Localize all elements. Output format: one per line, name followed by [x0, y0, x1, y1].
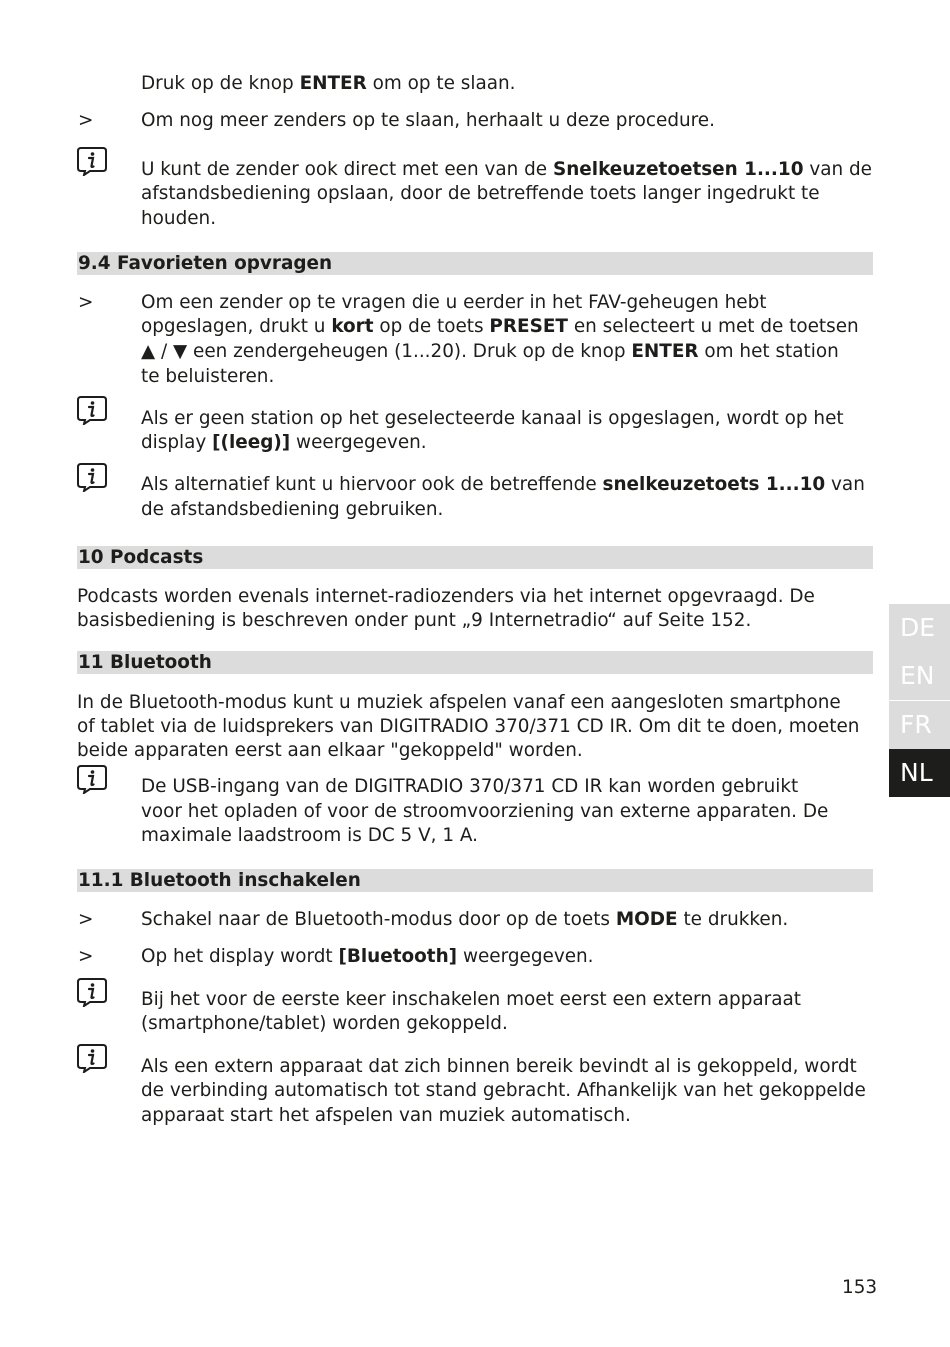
fav-step-line4: te beluisteren.	[141, 366, 275, 387]
language-tab-nl[interactable]: NL	[889, 749, 950, 797]
bluetooth-intro-line3: beide apparaten eerst aan elkaar "gekoppeld" worden.	[77, 740, 583, 761]
bullet-arrow: >	[78, 946, 94, 967]
info-icon	[76, 764, 108, 794]
enter-instruction: Druk op de knop ENTER om op te slaan.	[141, 73, 516, 94]
section-heading-11-1: 11.1 Bluetooth inschakelen	[77, 869, 873, 892]
fav-step-line1: Om een zender op te vragen die u eerder in het FAV-geheugen hebt	[141, 292, 767, 313]
tip-usb-line3: maximale laadstroom is DC 5 V, 1 A.	[141, 825, 479, 846]
tip-empty-line1: Als er geen station op het geselecteerde kanaal is opgeslagen, wordt op het	[141, 408, 844, 429]
tip-first-pairing-line2: (smartphone/tablet) worden gekoppeld.	[141, 1013, 508, 1034]
podcasts-line2: basisbediening is beschreven onder punt „9 Internetradio“ auf Seite 152.	[77, 610, 752, 631]
bluetooth-step1: Schakel naar de Bluetooth-modus door op de toets MODE te drukken.	[141, 909, 789, 930]
bluetooth-intro-line1: In de Bluetooth-modus kunt u muziek afspelen vanaf een aangesloten smartphone	[77, 692, 841, 713]
info-icon	[76, 1043, 108, 1073]
info-icon	[76, 462, 108, 492]
info-icon	[76, 977, 108, 1007]
tip-alternative-line1: Als alternatief kunt u hiervoor ook de betreffende snelkeuzetoets 1...10 van	[141, 474, 865, 495]
section-heading-11: 11 Bluetooth	[77, 651, 873, 674]
language-tab-de[interactable]: DE	[889, 604, 950, 652]
info-icon	[76, 146, 108, 176]
tip-usb-line2: voor het opladen of voor de stroomvoorziening van externe apparaten. De	[141, 801, 829, 822]
bullet-arrow: >	[78, 292, 94, 313]
repeat-instruction: Om nog meer zenders op te slaan, herhaalt u deze procedure.	[141, 110, 715, 131]
tip-empty-line2: display [(leeg)] weergegeven.	[141, 432, 427, 453]
bullet-arrow: >	[78, 110, 94, 131]
page-number: 153	[842, 1277, 878, 1298]
bluetooth-intro-line2: of tablet via de luidsprekers van DIGITRADIO 370/371 CD IR. Om dit te doen, moeten	[77, 716, 860, 737]
language-tab-en[interactable]: EN	[889, 652, 950, 700]
fav-step-line3: ▲ / ▼ een zendergeheugen (1...20). Druk op de knop ENTER om het station	[141, 341, 839, 362]
tip-auto-connect-line3: apparaat start het afspelen van muziek automatisch.	[141, 1105, 631, 1126]
tip-auto-connect-line2: de verbinding automatisch tot stand gebracht. Afhankelijk van het gekoppelde	[141, 1080, 866, 1101]
language-tab-fr[interactable]: FR	[889, 701, 950, 749]
tip-usb-line1: De USB-ingang van de DIGITRADIO 370/371 CD IR kan worden gebruikt	[141, 776, 799, 797]
tip-first-pairing-line1: Bij het voor de eerste keer inschakelen moet eerst een extern apparaat	[141, 989, 801, 1010]
bluetooth-step2: Op het display wordt [Bluetooth] weergegeven.	[141, 946, 594, 967]
tip-auto-connect-line1: Als een extern apparaat dat zich binnen bereik bevindt al is gekoppeld, wordt	[141, 1056, 857, 1077]
tip-speed-dial-line1: U kunt de zender ook direct met een van de Snelkeuzetoetsen 1...10 van de	[141, 159, 872, 180]
tip-speed-dial-line3: houden.	[141, 208, 217, 229]
bullet-arrow: >	[78, 909, 94, 930]
tip-speed-dial-line2: afstandsbediening opslaan, door de betreffende toets langer ingedrukt te	[141, 183, 820, 204]
podcasts-line1: Podcasts worden evenals internet-radiozenders via het internet opgevraagd. De	[77, 586, 815, 607]
section-heading-10: 10 Podcasts	[77, 546, 873, 569]
fav-step-line2: opgeslagen, drukt u kort op de toets PRESET en selecteert u met de toetsen	[141, 316, 859, 337]
section-heading-9-4: 9.4 Favorieten opvragen	[77, 252, 873, 275]
tip-alternative-line2: de afstandsbediening gebruiken.	[141, 499, 444, 520]
info-icon	[76, 395, 108, 425]
